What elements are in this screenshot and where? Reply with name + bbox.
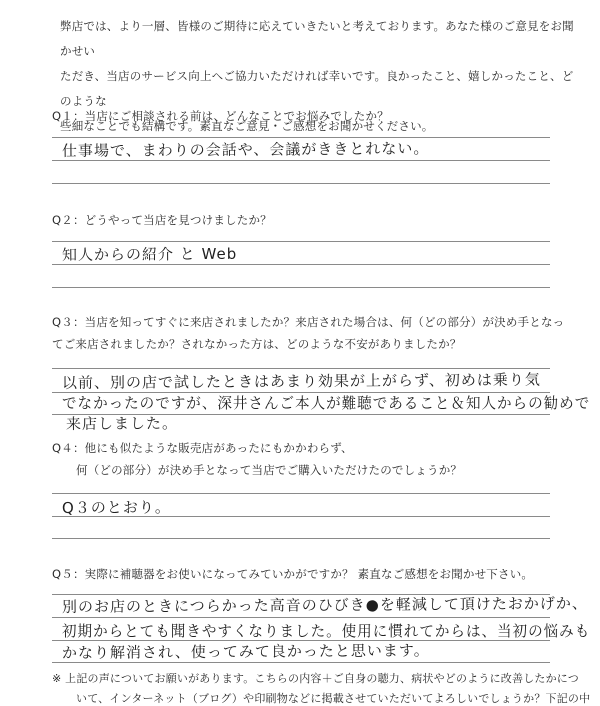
answer-line <box>52 241 550 242</box>
answer-line <box>52 516 550 517</box>
q3-question-line2: てご来店されましたか？されなかった方は、どのような不安がありましたか？ <box>52 337 462 351</box>
q3-answer-line3: 来店しました。 <box>65 414 179 433</box>
q4-answer: Q３のとおり。 <box>61 498 171 517</box>
q3-question-line1: Q３：当店を知ってすぐに来店されましたか？来店された場合は、何（どの部分）が決め手となっ <box>52 315 565 329</box>
answer-line <box>52 538 550 539</box>
q4-question-line1: Q４：他にも似たような販売店があったにもかかわらず、 <box>52 441 353 455</box>
intro-line: 些細なことでも結構です。素直なご意見・ご感想をお聞かせください。 <box>60 119 434 133</box>
intro-line: ただき、当店のサービス向上へご協力いただければ幸いです。良かったこと、嬉しかったこと、どのような <box>60 69 574 108</box>
answer-line <box>52 493 550 494</box>
answer-line <box>52 264 550 265</box>
answer-line <box>52 287 550 288</box>
q1-question: Q１：当店にご相談される前は、どんなことでお悩みでしたか？ <box>52 109 389 123</box>
q5-question: Q５：実際に補聴器をお使いになってみていかがですか？ 素直なご感想をお聞かせ下さい。 <box>52 567 534 581</box>
q3-answer-line2: でなかったのですが、深井さんご本人が難聴であること＆知人からの勧めで <box>62 394 591 412</box>
q5-answer-line3: かなり解消され、使ってみて良かったと思います。 <box>61 641 430 662</box>
q3-answer-line1: 以前、別の店で試したときはあまり効果が上がらず、初めは乗り気 <box>61 370 541 392</box>
q2-answer: 知人からの紹介 と Web <box>61 244 238 264</box>
answer-line <box>52 183 550 184</box>
q5-answer-line1: 別のお店のときにつらかった高音のひびき●を軽減して頂けたおかげか、 <box>61 594 588 616</box>
q5-answer-line2: 初期からとても聞きやすくなりました。使用に慣れてからは、当初の悩みも <box>62 622 591 640</box>
answer-line <box>52 617 550 618</box>
answer-line <box>52 662 550 663</box>
q2-question: Q２：どうやって当店を見つけましたか？ <box>52 213 272 227</box>
footer-note-line2: いて、インターネット（ブログ）や印刷物などに掲載させていただいてよろしいでしょうか？下記の中 <box>76 692 591 705</box>
answer-line <box>52 160 550 161</box>
q4-question-line2: 何（どの部分）が決め手となって当店でご購入いただけたのでしょうか？ <box>76 463 463 477</box>
intro-line: 弊店では、より一層、皆様のご期待に応えていきたいと考えております。あなた様のご意見をお聞かせい <box>60 19 574 58</box>
footer-note-line1: ※ 上記の声についてお願いがあります。こちらの内容＋ご自身の聴力、病状やどのように改善したかにつ <box>52 672 579 685</box>
q1-answer: 仕事場で、まわりの会話や、会議がききとれない。 <box>61 139 430 160</box>
